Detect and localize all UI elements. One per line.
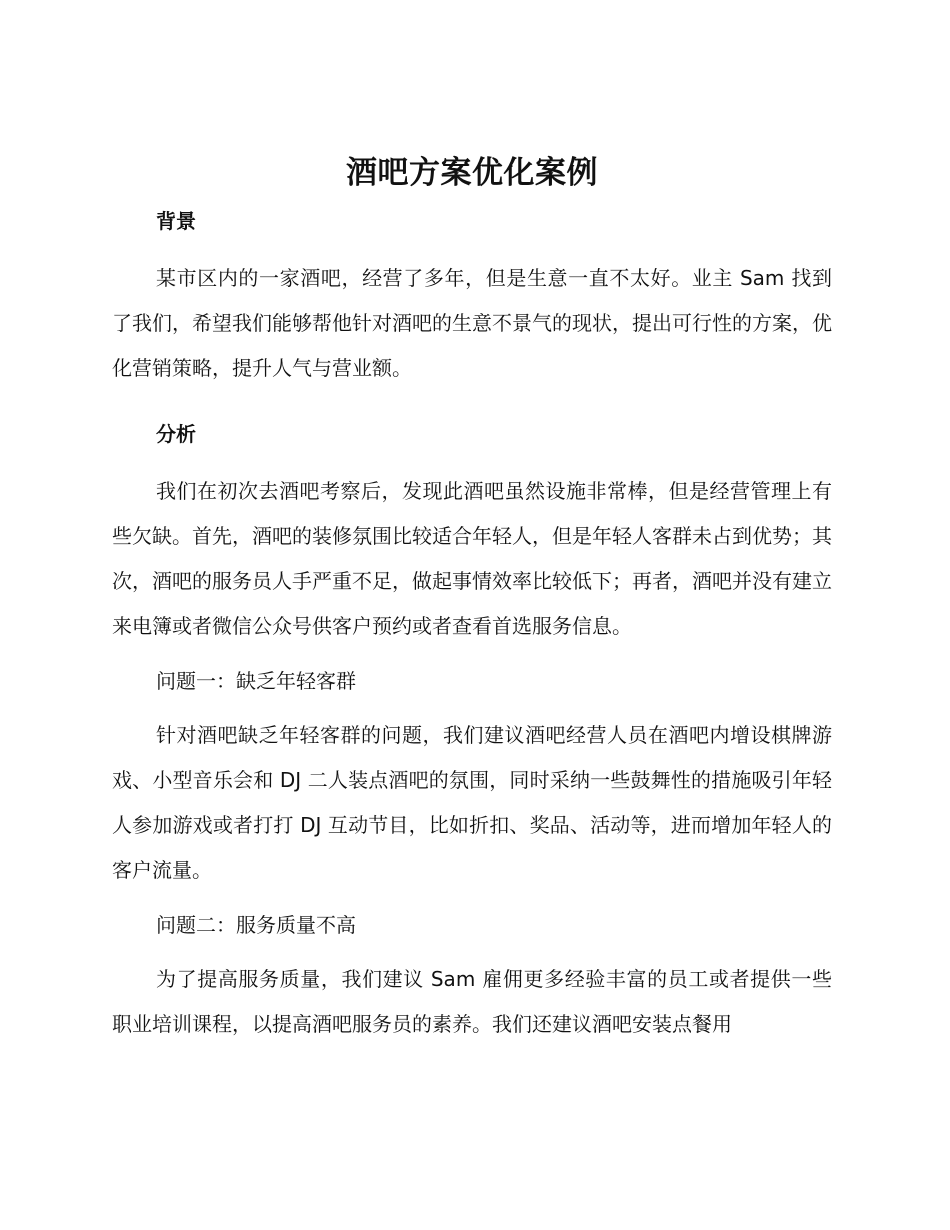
document-title: 酒吧方案优化案例 [346, 155, 598, 191]
problem-two-title: 问题二：服务质量不高 [156, 913, 356, 937]
section-heading-analysis: 分析 [156, 422, 196, 446]
section-heading-background: 背景 [156, 209, 196, 233]
problem-one-title: 问题一：缺乏年轻客群 [156, 669, 356, 693]
problem-two-paragraph: 为了提高服务质量，我们建议 Sam 雇佣更多经验丰富的员工或者提供一些职业培训课程，以提高酒吧服务员的素养。我们还建议酒吧安装点餐用 [112, 967, 832, 1036]
analysis-paragraph: 我们在初次去酒吧考察后，发现此酒吧虽然设施非常棒，但是经营管理上有些欠缺。首先，酒吧的装修氛围比较适合年轻人，但是年轻人客群未占到优势；其次，酒吧的服务员人手严重不足，做起事情效率比较低下；再者，酒吧并没有建立来电簿或者微信公众号供客户预约或者查看首选服务信息。 [112, 479, 832, 638]
background-paragraph: 某市区内的一家酒吧，经营了多年，但是生意一直不太好。业主 Sam 找到了我们，希望我们能够帮他针对酒吧的生意不景气的现状，提出可行性的方案，优化营销策略，提升人气与营业额。 [112, 266, 832, 380]
document-page [112, 148, 832, 1047]
problem-one-paragraph: 针对酒吧缺乏年轻客群的问题，我们建议酒吧经营人员在酒吧内增设棋牌游戏、小型音乐会和 DJ 二人装点酒吧的氛围，同时采纳一些鼓舞性的措施吸引年轻人参加游戏或者打打 DJ 互动节目，比如折扣、奖品、活动等，进而增加年轻人的客户流量。 [112, 723, 832, 882]
